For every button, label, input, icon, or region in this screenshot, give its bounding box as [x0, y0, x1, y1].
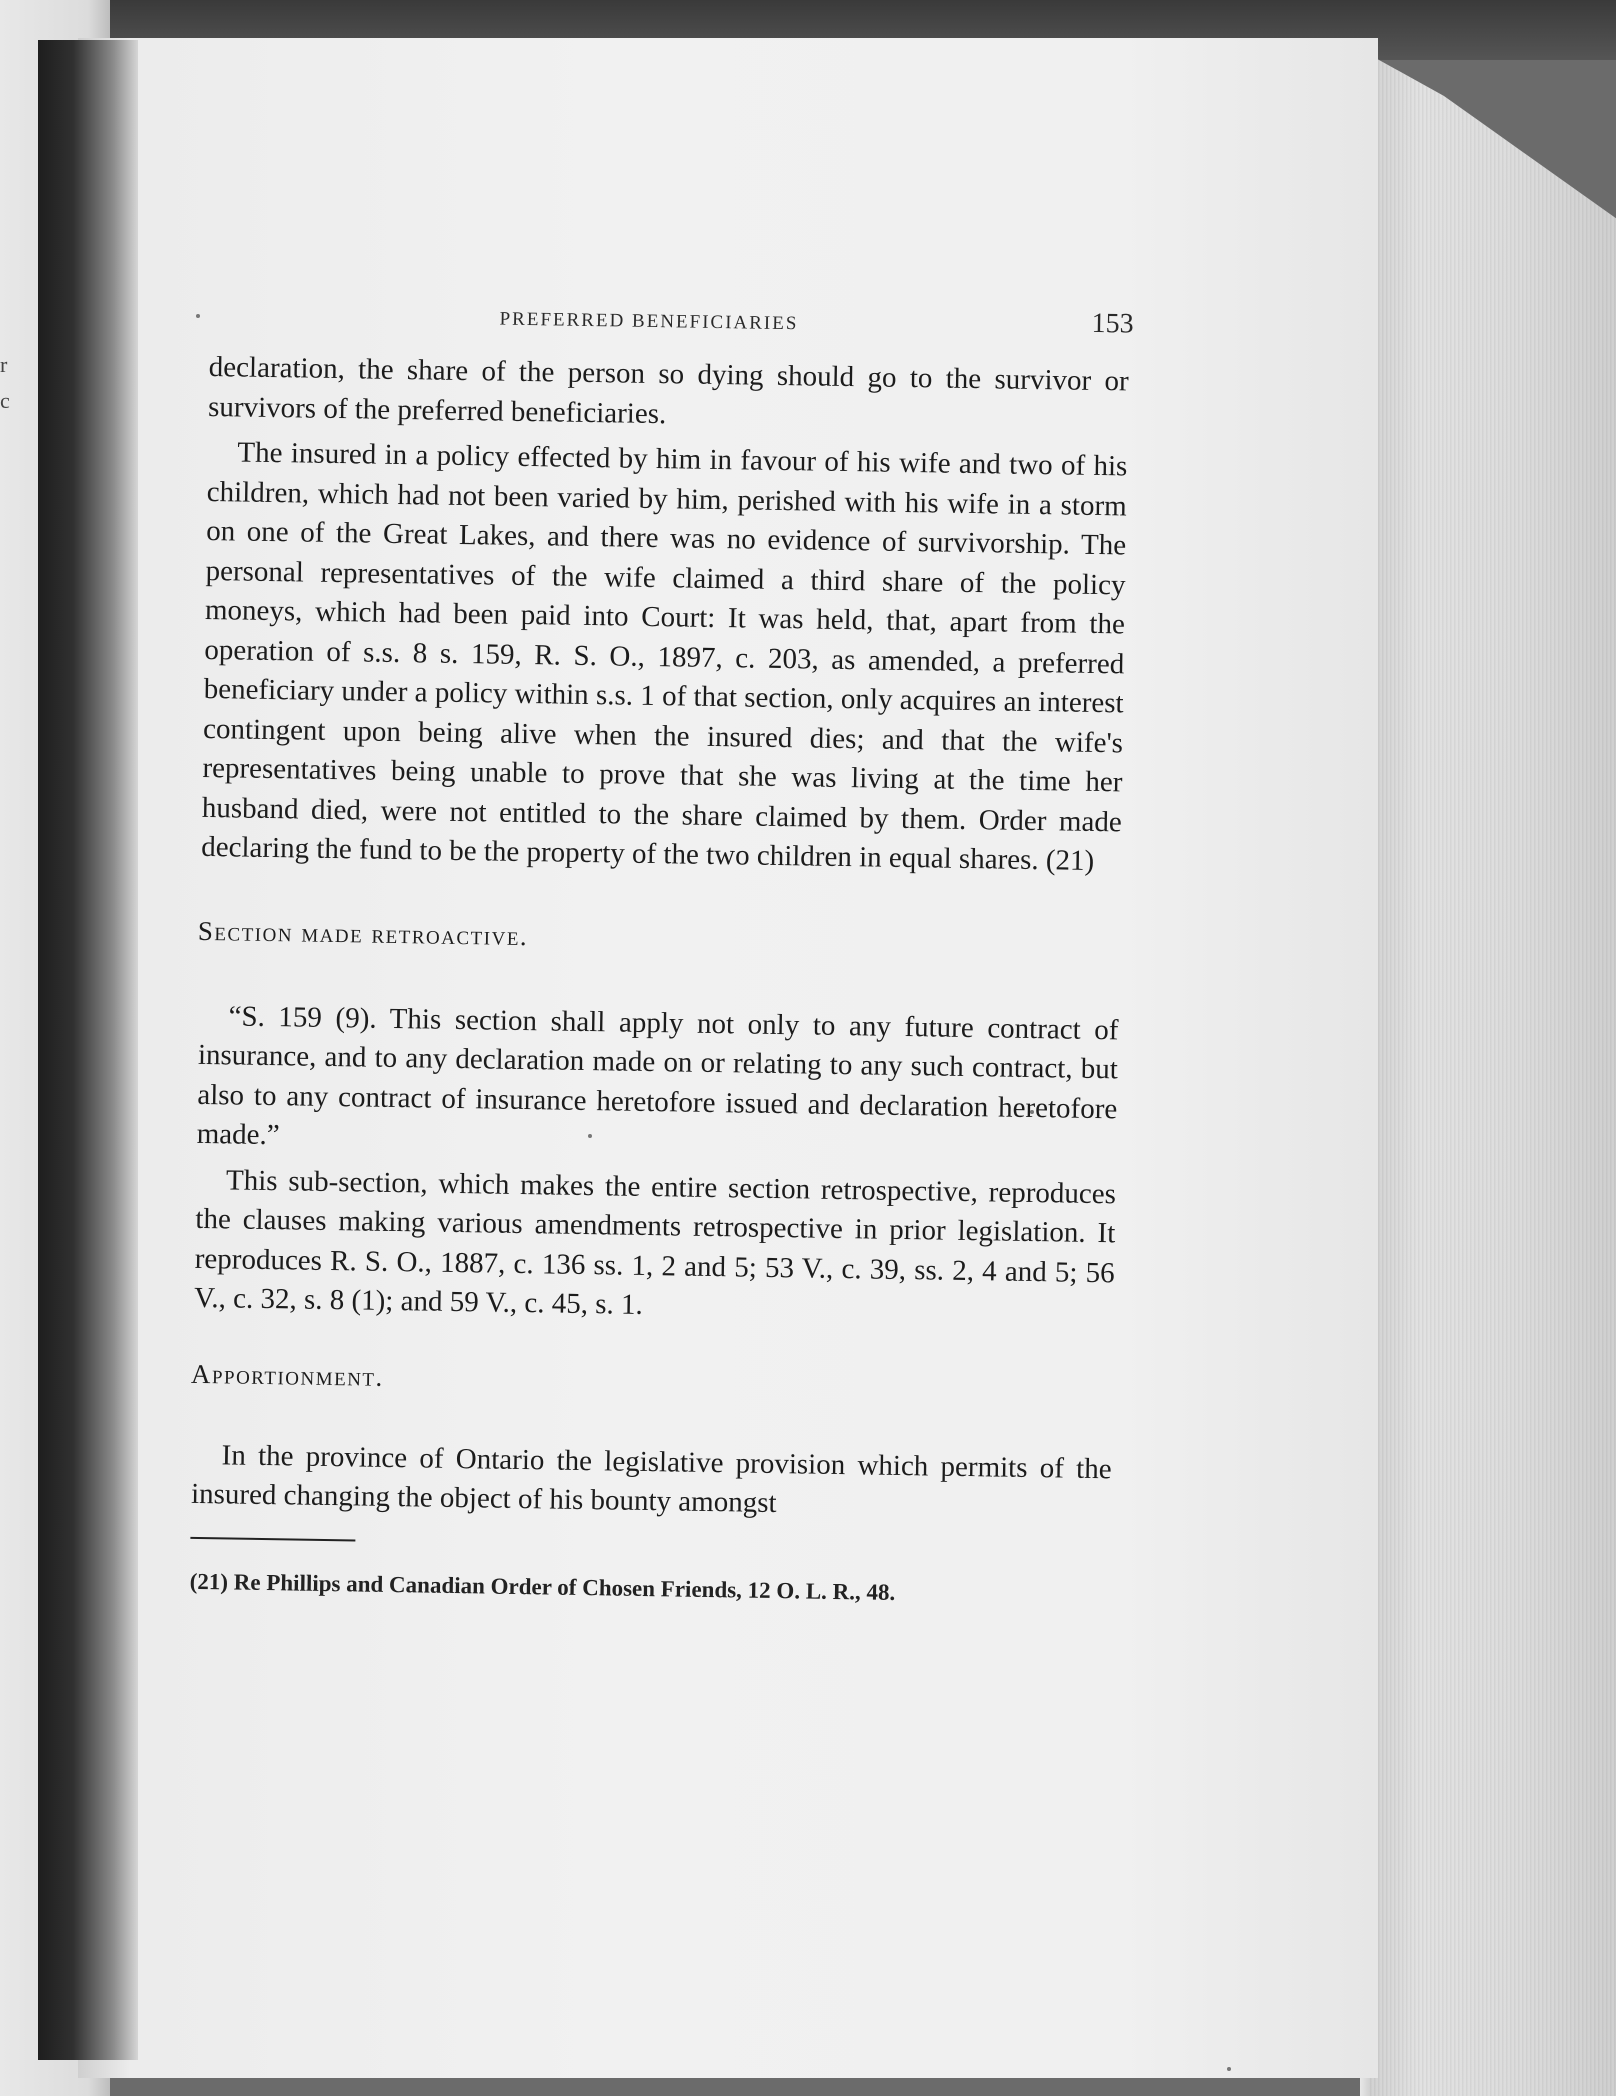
- statute-quote: “S. 159 (9). This section shall apply not only to any future contract of insurance, and to any declaration made on or relating to any such contract, but also to any contract of insurance heretofore issued and declaration heretofore made.”: [196, 999, 1119, 1152]
- section-heading-retroactive: Section made retroactive.: [197, 915, 529, 951]
- paragraph-apportionment: In the province of Ontario the legislative provision which permits of the insured changing the object of his bounty amongst: [190, 1438, 1112, 1520]
- page-stack: [1370, 55, 1616, 2096]
- paragraph-continuation: declaration, the share of the person so dying should go to the survivor or survivors of the preferred beneficiaries.: [207, 350, 1129, 430]
- page-content: [189, 290, 1134, 1613]
- section-heading-apportionment: Apportionment.: [190, 1358, 385, 1392]
- paragraph-commentary: This sub-section, which makes the entire section retrospective, reproduces the clauses making various amendments retrospective in prior legislation. It reproduces R. S. O., 1887, c. 136 ss. 1, 2 and 5; 53 V., c. 39, ss. 2, 4 and 5; 56 V., c. 32, s. 8 (1); and 59 V., c. 45, s. 1.: [193, 1163, 1117, 1321]
- paper-speck: [1227, 2067, 1231, 2071]
- running-title: PREFERRED BENEFICIARIES: [499, 308, 799, 335]
- page-number: 153: [1091, 307, 1134, 340]
- previous-page-mark: c: [0, 388, 10, 413]
- paragraph-case-summary: The insured in a policy effected by him in favour of his wife and two of his children, which had not been varied by him, perished with his wife in a storm on one of the Great Lakes, and there was no evidence of survivorship. The personal representatives of the wife claimed a third share of the policy moneys, which had been paid into Court: It was held, that, apart from the operation of s.s. 8 s. 159, R. S. O., 1897, c. 203, as amended, a preferred beneficiary under a policy within s.s. 1 of that section, only acquires an interest contingent upon being alive when the insured dies; and that the wife's representatives being unable to prove that she was living at the time her husband died, were not entitled to the share claimed by them. Order made declaring the fund to be the property of the two children in equal shares. (21): [200, 436, 1128, 877]
- paper-speck: [196, 314, 200, 318]
- footnote: (21) Re Phillips and Canadian Order of Chosen Friends, 12 O. L. R., 48.: [189, 1568, 896, 1605]
- footnote-rule: [190, 1536, 355, 1541]
- previous-page-mark: r: [0, 352, 8, 377]
- book-gutter: [38, 40, 138, 2060]
